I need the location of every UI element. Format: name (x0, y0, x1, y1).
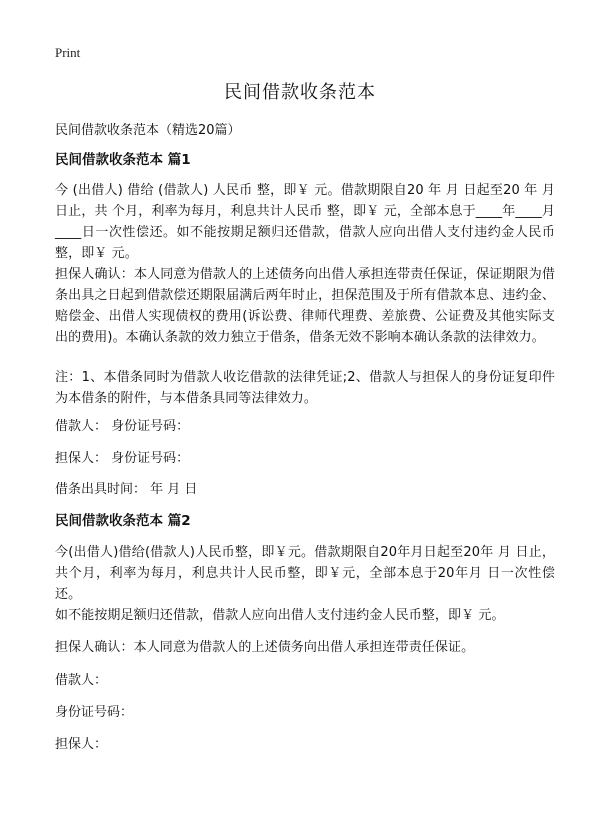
paragraph-loan-terms: 今 (出借人) 借给 (借款人) 人民币 整，即￥ 元。借款期限自20 年 月 日起至20 年 月 日止，共 个月，利率为每月，利息共计人民币 整，即￥ 元，全部本息于____年____月____日一次性偿还。如不能按期足额归还借款，借款人应向出借人支付违约金人民币 整，即￥ 元。 (55, 183, 555, 261)
borrower-line-2: 借款人： (55, 673, 108, 688)
paragraph-guarantor-confirmation-2: 担保人确认：本人同意为借款人的上述债务向出借人承担连带责任保证。 (55, 640, 475, 655)
paragraph-guarantor-confirmation: 担保人确认：本人同意为借款人的上述债务向出借人承担连带责任保证，保证期限为借条出具之日起到借款偿还期限届满后两年时止，担保范围及于所有借款本息、违约金、赔偿金、出借人实现债权的费用(诉讼费、律师代理费、差旅费、公证费及其他实际支出的费用)。本确认条款的效力独立于借条，借条无效不影响本确认条款的法律效力。 (55, 267, 555, 345)
issue-date-line: 借条出具时间： 年 月 日 (55, 482, 198, 497)
section-heading-2: 民间借款收条范本 篇2 (55, 513, 191, 529)
paragraph-default-penalty: 如不能按期足额归还借款，借款人应向出借人支付违约金人民币整，即￥ 元。 (55, 608, 505, 623)
section-heading-1: 民间借款收条范本 篇1 (55, 152, 191, 168)
paragraph-loan-terms-2: 今(出借人)借给(借款人)人民币整，即￥元。借款期限自20年月日起至20年 月 日止，共个月，利率为每月，利息共计人民币整，即￥元，全部本息于20年月 日一次性偿还。 (55, 545, 555, 602)
guarantor-line-2: 担保人： (55, 737, 108, 752)
paragraph-note: 注：1、本借条同时为借款人收讫借款的法律凭证;2、借款人与担保人的身份证复印件为本借条的附件，与本借条具同等法律效力。 (55, 370, 555, 406)
id-number-line-2: 身份证号码： (55, 705, 134, 720)
print-link[interactable]: Print (55, 45, 81, 60)
page-title: 民间借款收条范本 (224, 82, 376, 103)
document-subtitle: 民间借款收条范本（精选20篇） (55, 123, 241, 138)
borrower-id-line: 借款人： 身份证号码： (55, 419, 190, 434)
guarantor-id-line: 担保人： 身份证号码： (55, 451, 190, 466)
